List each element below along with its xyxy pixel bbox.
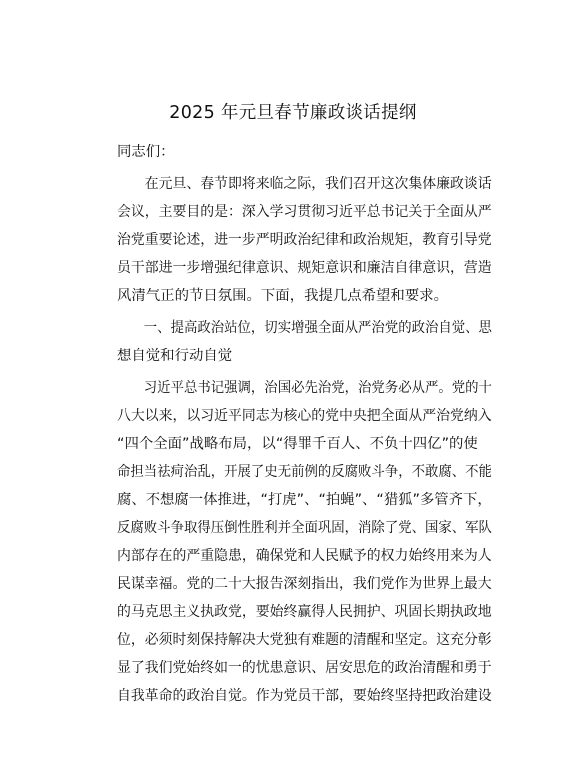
paragraph-line: 民谋幸福。党的二十大报告深刻指出，我们党作为世界上最大 [117, 576, 492, 592]
paragraph-line: 位，必须时刻保持解决大党独有难题的清醒和坚定。这充分彰 [117, 632, 492, 648]
paragraph-line: 腐、不想腐一体推进，“打虎”、“拍蝇”、“猎狐”多管齐下， [117, 492, 492, 508]
paragraph-line: 自我革命的政治自觉。作为党员干部，要始终坚持把政治建设 [117, 688, 492, 704]
paragraph-line: 风清气正的节日氛围。下面，我提几点希望和要求。 [117, 288, 448, 304]
document-title: 2025 年元旦春节廉政谈话提纲 [169, 103, 417, 123]
paragraph-line: 治党重要论述，进一步严明政治纪律和政治规矩，教育引导党 [117, 232, 492, 248]
paragraph-line: 在元旦、春节即将来临之际，我们召开这次集体廉政谈话 [117, 176, 492, 192]
paragraph-line: 八大以来，以习近平同志为核心的党中央把全面从严治党纳入 [117, 408, 492, 424]
paragraph-line: 显了我们党始终如一的忧患意识、居安思危的政治清醒和勇于 [117, 660, 492, 676]
greeting: 同志们： [117, 144, 175, 160]
paragraph-line: 命担当祛疴治乱，开展了史无前例的反腐败斗争，不敢腐、不能 [117, 464, 492, 480]
paragraph-line: 会议，主要目的是：深入学习贯彻习近平总书记关于全面从严 [117, 204, 492, 220]
paragraph-line: 员干部进一步增强纪律意识、规矩意识和廉洁自律意识，营造 [117, 260, 492, 276]
paragraph-line: 内部存在的严重隐患，确保党和人民赋予的权力始终用来为人 [117, 548, 492, 564]
paragraph-line: “四个全面”战略布局，以“得罪千百人、不负十四亿”的使 [117, 436, 478, 452]
paragraph-line: 的马克思主义执政党，要始终赢得人民拥护、巩固长期执政地 [117, 604, 492, 620]
paragraph-line: 习近平总书记强调，治国必先治党，治党务必从严。党的十 [117, 380, 492, 396]
section-heading-line: 一、提高政治站位，切实增强全面从严治党的政治自觉、思 [117, 320, 492, 336]
paragraph-line: 反腐败斗争取得压倒性胜利并全面巩固，消除了党、国家、军队 [117, 520, 492, 536]
section-heading-line: 想自觉和行动自觉 [117, 348, 233, 364]
